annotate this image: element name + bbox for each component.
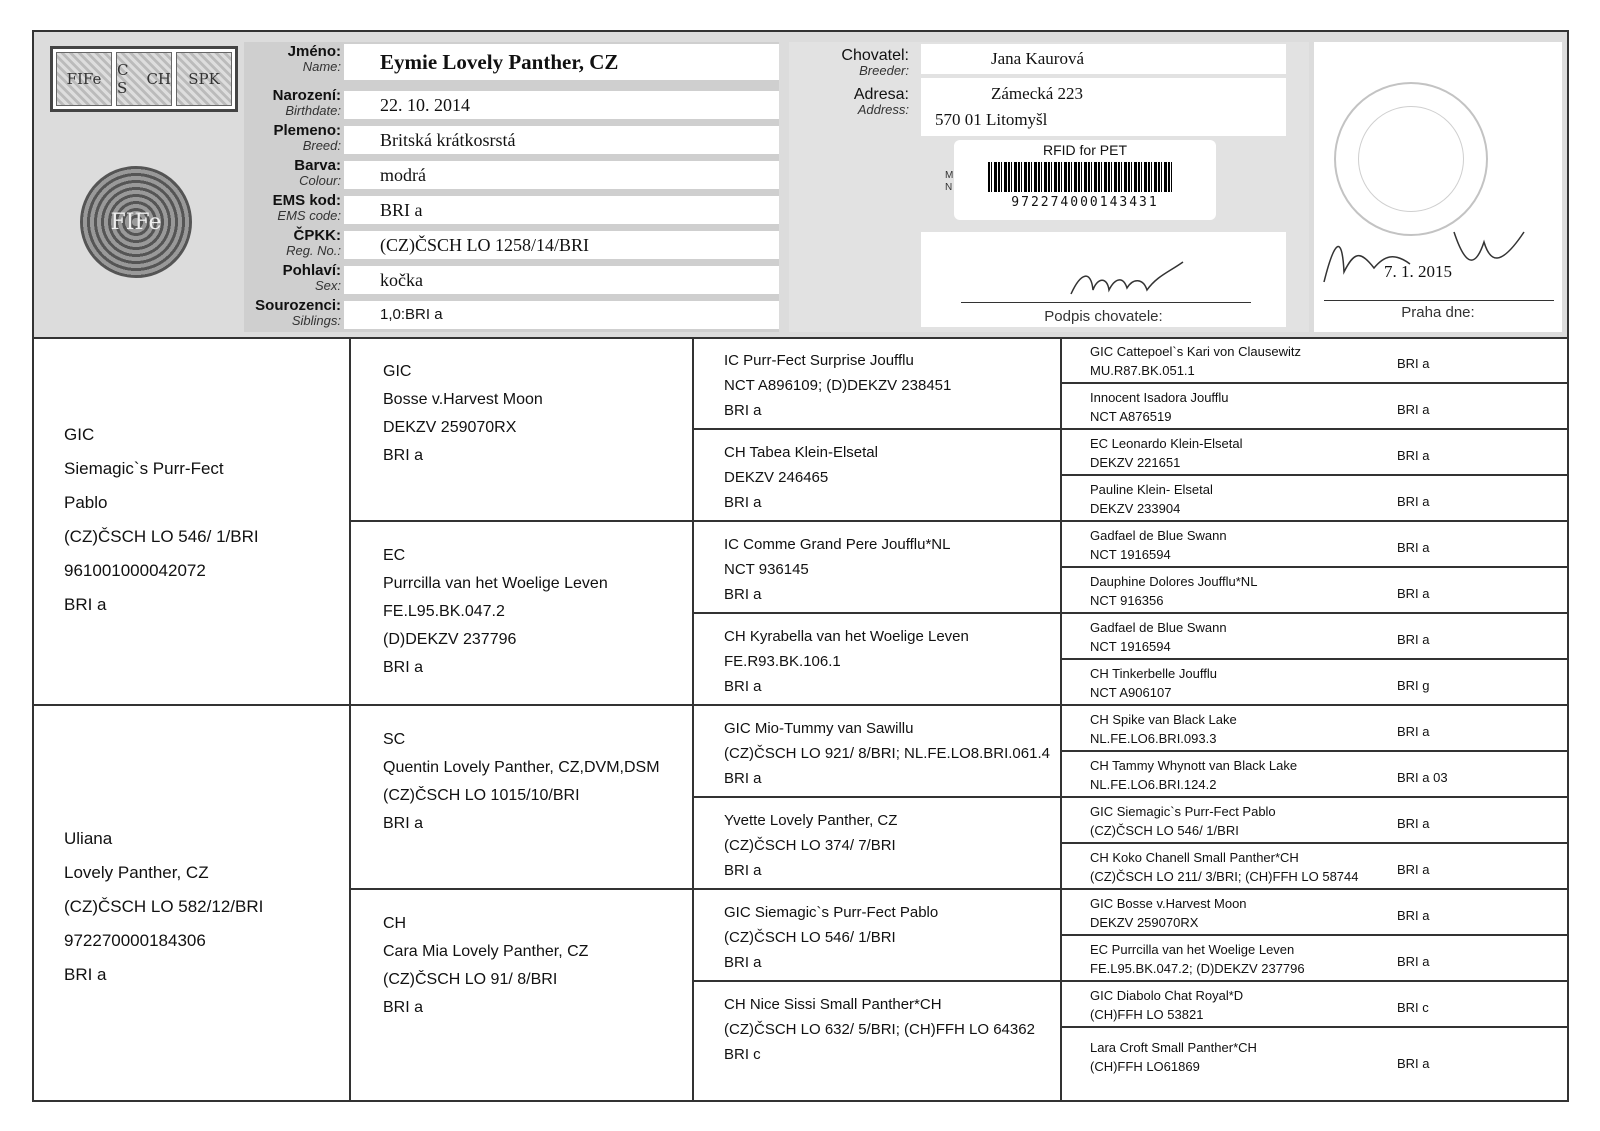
- text-line: (CZ)ČSCH LO 632/ 5/BRI; (CH)FFH LO 64362: [724, 1021, 1035, 1038]
- text-line: GIC Siemagic`s Purr-Fect Pablo: [1090, 804, 1276, 819]
- field-name-value: Eymie Lovely Panther, CZ: [344, 44, 779, 80]
- great-grandparent-cell: [694, 430, 1062, 522]
- address-label: [789, 87, 909, 117]
- text-line: BRI a: [724, 494, 762, 511]
- address-line1: Zámecká 223: [991, 84, 1084, 103]
- text-line: NL.FE.LO6.BRI.124.2: [1090, 777, 1217, 792]
- dam-line: Uliana: [64, 829, 113, 848]
- text-line: Dauphine Dolores Joufflu*NL: [1090, 574, 1258, 589]
- text-line: Reg. No.:: [286, 243, 341, 258]
- text-line: (CZ)ČSCH LO 374/ 7/BRI: [724, 837, 896, 854]
- grandparent-cell: [351, 338, 694, 522]
- text-line: ČPKK:: [293, 227, 341, 244]
- text-line: (CZ)ČSCH LO 546/ 1/BRI: [1090, 823, 1239, 838]
- great-great-grandparent-cell: [1062, 1028, 1567, 1100]
- great-grandparent-cell: [694, 614, 1062, 706]
- grandparent-line: DEKZV 259070RX: [383, 419, 517, 436]
- dam-line: BRI a: [64, 965, 107, 984]
- grandparent-line: BRI a: [383, 815, 424, 832]
- field-reg-no-value: (CZ)ČSCH LO 1258/14/BRI: [344, 231, 779, 259]
- ems-code: BRI a: [1397, 494, 1430, 509]
- grandparent-line: BRI a: [383, 999, 424, 1016]
- text-line: (CH)FFH LO61869: [1090, 1059, 1200, 1074]
- text-line: CH Tinkerbelle Joufflu: [1090, 666, 1217, 681]
- grandparent-line: (D)DEKZV 237796: [383, 631, 517, 648]
- address-line2: 570 01 Litomyšl: [935, 110, 1048, 129]
- text-line: Narození:: [272, 87, 341, 104]
- text-line: NCT 1916594: [1090, 547, 1171, 562]
- field-reg-no: [244, 228, 779, 262]
- grandparent-line: BRI a: [383, 659, 424, 676]
- fife-hologram-seal: FIFe: [80, 166, 192, 278]
- text-line: CH Tabea Klein-Elsetal: [724, 444, 878, 461]
- text-line: EC Purrcilla van het Woelige Leven: [1090, 942, 1295, 957]
- text-line: Innocent Isadora Joufflu: [1090, 390, 1229, 405]
- great-great-grandparent-cell: [1062, 936, 1567, 982]
- ems-code: BRI a: [1397, 632, 1430, 647]
- grandparent-line: SC: [383, 731, 406, 748]
- grandparent-line: Cara Mia Lovely Panther, CZ: [383, 943, 589, 960]
- ems-code: BRI c: [1397, 1000, 1429, 1015]
- certificate-header: [34, 32, 1567, 339]
- pedigree-tree: [34, 338, 1567, 1100]
- text-line: Sex:: [314, 278, 341, 293]
- text-line: Gadfael de Blue Swann: [1090, 620, 1227, 635]
- text-line: Breeder:: [859, 63, 909, 78]
- text-line: DEKZV 233904: [1090, 501, 1181, 516]
- text-line: N: [945, 182, 953, 193]
- text-line: (CZ)ČSCH LO 921/ 8/BRI; NL.FE.LO8.BRI.061.4: [724, 745, 1050, 762]
- text-line: BRI a: [724, 862, 762, 879]
- grandparent-line: Quentin Lovely Panther, CZ,DVM,DSM: [383, 759, 660, 776]
- csch-logo: [116, 52, 172, 106]
- ems-code: BRI a: [1397, 724, 1430, 739]
- grandparent-line: BRI a: [383, 447, 424, 464]
- breeder-name: Jana Kaurová: [921, 44, 1286, 74]
- sire-line: GIC: [64, 425, 95, 444]
- grandparent-line: GIC: [383, 363, 412, 380]
- sire-line: BRI a: [64, 595, 107, 614]
- text-line: Chovatel:: [841, 47, 909, 64]
- text-line: CH Nice Sissi Small Panther*CH: [724, 996, 942, 1013]
- ems-code: BRI a: [1397, 448, 1430, 463]
- dam-line: (CZ)ČSCH LO 582/12/BRI: [64, 897, 264, 916]
- text-line: CH Kyrabella van het Woelige Leven: [724, 628, 969, 645]
- rfid-label: [945, 140, 1216, 220]
- text-line: Siblings:: [291, 313, 341, 328]
- text-line: BRI a: [724, 402, 762, 419]
- text-line: Pauline Klein- Elsetal: [1090, 482, 1213, 497]
- issue-date: 7. 1. 2015: [1384, 262, 1452, 281]
- great-great-grandparent-cell: [1062, 522, 1567, 568]
- ems-code: BRI a: [1397, 954, 1430, 969]
- ems-code: BRI a: [1397, 1056, 1430, 1071]
- text-line: CH Spike van Black Lake: [1090, 712, 1237, 727]
- issue-line: [1324, 300, 1554, 301]
- field-breed: [244, 123, 779, 157]
- great-great-grandparent-cell: [1062, 798, 1567, 844]
- text-line: IC Purr-Fect Surprise Joufflu: [724, 352, 914, 369]
- dam-line: Lovely Panther, CZ: [64, 863, 209, 882]
- great-great-grandparent-cell: [1062, 338, 1567, 384]
- field-colour: [244, 158, 779, 192]
- ems-code: BRI g: [1397, 678, 1430, 693]
- text-line: NCT A876519: [1090, 409, 1172, 424]
- spk-cat-logo: SPK: [176, 52, 232, 106]
- sire-line: Siemagic`s Purr-Fect: [64, 459, 224, 478]
- great-grandparent-cell: [694, 522, 1062, 614]
- great-great-grandparent-cell: [1062, 706, 1567, 752]
- text-line: Name:: [302, 59, 341, 74]
- text-line: Colour:: [299, 173, 341, 188]
- field-birthdate: [244, 88, 779, 122]
- text-line: Address:: [857, 102, 909, 117]
- sire-line: 961001000042072: [64, 561, 206, 580]
- barcode-icon: [988, 162, 1172, 192]
- issue-place-label: Praha dne:: [1401, 304, 1475, 321]
- text-line: Lara Croft Small Panther*CH: [1090, 1040, 1257, 1055]
- ems-code: BRI a 03: [1397, 770, 1448, 785]
- text-line: DEKZV 259070RX: [1090, 915, 1199, 930]
- rfid-title: RFID for PET: [1042, 142, 1127, 158]
- breeder-address: [921, 78, 1286, 136]
- field-siblings: [244, 298, 779, 332]
- text-line: Adresa:: [853, 86, 909, 103]
- issuer-panel: [1314, 42, 1562, 332]
- text-line: DEKZV 221651: [1090, 455, 1181, 470]
- field-colour-value: modrá: [344, 161, 779, 189]
- grandparent-cell: [351, 706, 694, 890]
- text-line: EMS kod:: [272, 192, 341, 209]
- field-reg-no-label: [286, 228, 341, 258]
- text-line: NCT A896109; (D)DEKZV 238451: [724, 377, 952, 394]
- text-line: EC Leonardo Klein-Elsetal: [1090, 436, 1243, 451]
- text-line: BRI a: [724, 586, 762, 603]
- ems-code: BRI a: [1397, 356, 1430, 371]
- grandparent-line: (CZ)ČSCH LO 91/ 8/BRI: [383, 971, 558, 988]
- text-line: M: [945, 170, 954, 181]
- great-great-grandparent-cell: [1062, 982, 1567, 1028]
- signature-line: [961, 302, 1251, 303]
- field-name-label: [288, 44, 341, 74]
- text-line: GIC Diabolo Chat Royal*D: [1090, 988, 1244, 1003]
- ems-code: BRI a: [1397, 862, 1430, 877]
- text-line: GIC Bosse v.Harvest Moon: [1090, 896, 1247, 911]
- field-siblings-label: [255, 298, 341, 328]
- text-line: Birthdate:: [285, 103, 341, 118]
- text-line: FE.R93.BK.106.1: [724, 653, 841, 670]
- grandparent-cell: [351, 890, 694, 1100]
- text-line: BRI a: [724, 678, 762, 695]
- field-ems-code: [244, 193, 779, 227]
- ems-code: BRI a: [1397, 540, 1430, 555]
- grandparent-line: (CZ)ČSCH LO 1015/10/BRI: [383, 787, 580, 804]
- sire-cell: [34, 338, 351, 706]
- fife-logo: FIFe: [56, 52, 112, 106]
- great-great-grandparent-cell: [1062, 476, 1567, 522]
- great-grandparent-cell: [694, 706, 1062, 798]
- organization-logos: [50, 46, 238, 112]
- breeder-signature-area: [921, 232, 1286, 327]
- great-grandparent-cell: [694, 338, 1062, 430]
- field-ems-code-label: [273, 193, 341, 223]
- rfid-number: 972274000143431: [1011, 195, 1159, 210]
- text-line: (CZ)ČSCH LO 546/ 1/BRI: [724, 929, 896, 946]
- dam-cell: [34, 706, 351, 1100]
- ems-code: BRI a: [1397, 586, 1430, 601]
- grandparent-line: Bosse v.Harvest Moon: [383, 391, 543, 408]
- text-line: CH Tammy Whynott van Black Lake: [1090, 758, 1298, 773]
- field-ems-code-value: BRI a: [344, 196, 779, 224]
- text-line: Gadfael de Blue Swann: [1090, 528, 1227, 543]
- sire-line: (CZ)ČSCH LO 546/ 1/BRI: [64, 527, 259, 546]
- text-line: DEKZV 246465: [724, 469, 829, 486]
- field-birthdate-value: 22. 10. 2014: [344, 91, 779, 119]
- great-grandparent-cell: [694, 982, 1062, 1100]
- great-grandparent-cell: [694, 890, 1062, 982]
- field-breed-label: [273, 123, 341, 153]
- text-line: FE.L95.BK.047.2; (D)DEKZV 237796: [1090, 961, 1305, 976]
- text-line: BRI a: [724, 954, 762, 971]
- text-line: Sourozenci:: [255, 297, 341, 314]
- text-line: BRI a: [724, 770, 762, 787]
- ems-code: BRI a: [1397, 908, 1430, 923]
- cat-details-panel: [244, 42, 779, 332]
- text-line: MU.R87.BK.051.1: [1090, 363, 1195, 378]
- csch-logo-cs: C S: [117, 61, 129, 97]
- field-name: [244, 44, 779, 78]
- grandparent-line: CH: [383, 915, 407, 932]
- text-line: Pohlaví:: [282, 262, 341, 279]
- text-line: NCT 936145: [724, 561, 809, 578]
- text-line: NCT A906107: [1090, 685, 1172, 700]
- breeder-label: [789, 48, 909, 78]
- field-sex-label: [283, 263, 341, 293]
- great-great-grandparent-cell: [1062, 568, 1567, 614]
- great-great-grandparent-cell: [1062, 384, 1567, 430]
- great-great-grandparent-cell: [1062, 660, 1567, 706]
- text-line: EMS code:: [277, 208, 341, 223]
- great-great-grandparent-cell: [1062, 752, 1567, 798]
- field-sex: [244, 263, 779, 297]
- text-line: NL.FE.LO6.BRI.093.3: [1090, 731, 1217, 746]
- ems-code: BRI a: [1397, 402, 1430, 417]
- field-breed-value: Britská krátkosrstá: [344, 126, 779, 154]
- text-line: (CH)FFH LO 53821: [1090, 1007, 1204, 1022]
- text-line: GIC Cattepoel`s Kari von Clausewitz: [1090, 344, 1301, 359]
- text-line: Jméno:: [287, 43, 341, 60]
- great-great-grandparent-cell: [1062, 614, 1567, 660]
- text-line: Yvette Lovely Panther, CZ: [724, 812, 898, 829]
- field-siblings-value: 1,0:BRI a: [344, 301, 779, 329]
- great-great-grandparent-cell: [1062, 844, 1567, 890]
- great-great-grandparent-cell: [1062, 890, 1567, 936]
- text-line: Plemeno:: [273, 122, 341, 139]
- dam-line: 972270000184306: [64, 931, 206, 950]
- text-line: GIC Siemagic`s Purr-Fect Pablo: [724, 904, 939, 921]
- text-line: (CZ)ČSCH LO 211/ 3/BRI; (CH)FFH LO 58744: [1090, 869, 1359, 884]
- field-birthdate-label: [273, 88, 341, 118]
- grandparent-line: EC: [383, 547, 406, 564]
- pedigree-certificate: [32, 30, 1569, 1102]
- great-great-grandparent-cell: [1062, 430, 1567, 476]
- ems-code: BRI a: [1397, 816, 1430, 831]
- text-line: BRI c: [724, 1046, 761, 1063]
- breeder-panel: [789, 42, 1309, 332]
- text-line: GIC Mio-Tummy van Sawillu: [724, 720, 914, 737]
- csch-logo-ch: CH: [146, 70, 171, 88]
- field-sex-value: kočka: [344, 266, 779, 294]
- breeder-signature-label: Podpis chovatele:: [1044, 308, 1163, 325]
- sire-line: Pablo: [64, 493, 108, 512]
- rfid-mn: [945, 170, 953, 194]
- text-line: CH Koko Chanell Small Panther*CH: [1090, 850, 1299, 865]
- text-line: NCT 1916594: [1090, 639, 1171, 654]
- grandparent-cell: [351, 522, 694, 706]
- text-line: Breed:: [302, 138, 341, 153]
- text-line: Barva:: [294, 157, 341, 174]
- field-colour-label: [294, 158, 341, 188]
- text-line: IC Comme Grand Pere Joufflu*NL: [724, 536, 951, 553]
- great-grandparent-cell: [694, 798, 1062, 890]
- breeder-signature-icon: [921, 232, 1286, 302]
- text-line: NCT 916356: [1090, 593, 1164, 608]
- grandparent-line: Purrcilla van het Woelige Leven: [383, 575, 608, 592]
- grandparent-line: FE.L95.BK.047.2: [383, 603, 505, 620]
